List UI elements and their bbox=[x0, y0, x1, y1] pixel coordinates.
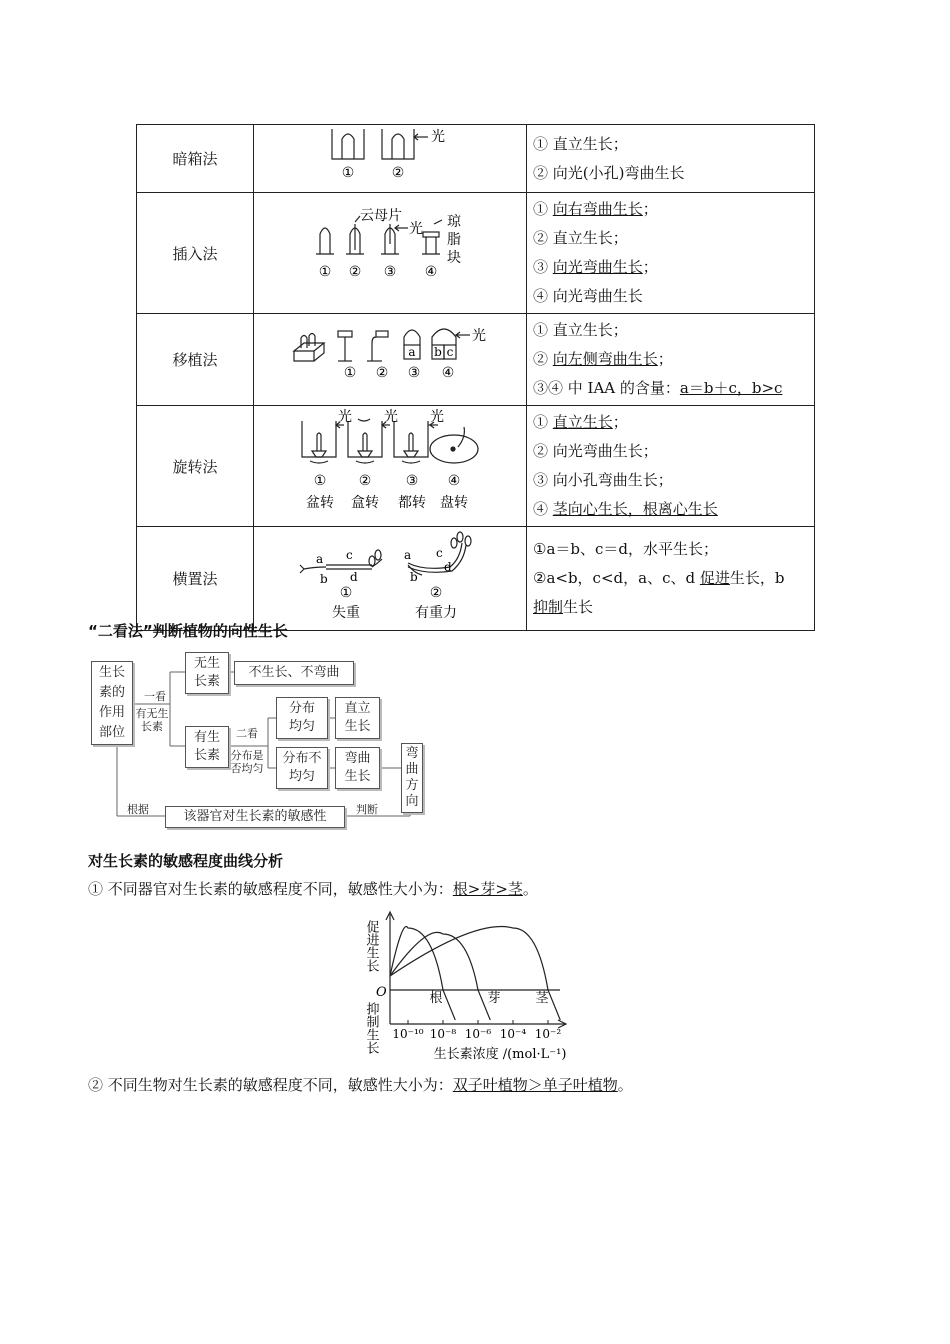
flow-first-look: 一看 bbox=[144, 690, 166, 703]
result-line: ④ 向光弯曲生长 bbox=[533, 287, 643, 305]
x-axis-label: 生长素浓度 /(mol·L⁻¹) bbox=[433, 1047, 567, 1062]
position-letter: b bbox=[320, 572, 328, 586]
block-label: b bbox=[434, 344, 442, 359]
result-line: 抑制生长 bbox=[533, 598, 594, 616]
method-name: 插入法 bbox=[137, 193, 254, 314]
figure-label: ② bbox=[375, 364, 389, 381]
figure-caption: 失重 bbox=[332, 605, 360, 621]
flow-upright-box: 直立生长 bbox=[335, 697, 380, 739]
figure-label: ② bbox=[358, 473, 372, 489]
figure-label: ② bbox=[348, 263, 362, 280]
answer: 向左侧弯曲生长 bbox=[552, 350, 658, 368]
result-line: ① 向右弯曲生长； bbox=[533, 200, 658, 218]
answer: 向光弯曲生长 bbox=[552, 258, 643, 276]
section-title-two-look: “二看法”判断植物的向性生长 bbox=[88, 622, 288, 640]
result-line: ① 直立生长； bbox=[533, 321, 628, 339]
figure-label: ① bbox=[339, 585, 353, 601]
light-label: 光 bbox=[431, 129, 445, 145]
curve-根 bbox=[390, 927, 455, 1020]
answer: 抑制 bbox=[533, 598, 564, 616]
flow-first-question: 有无生长素 bbox=[135, 707, 169, 733]
flow-second-question: 分布是否均匀 bbox=[230, 749, 264, 775]
flow-direction-box: 弯曲方向 bbox=[401, 743, 423, 813]
y-label-bottom: 抑制生长 bbox=[363, 1002, 379, 1054]
section-title-sensitivity: 对生长素的敏感程度曲线分析 bbox=[88, 852, 284, 870]
answer: 促进 bbox=[699, 569, 730, 587]
answer: 向右弯曲生长 bbox=[552, 200, 643, 218]
result-line: ① 直立生长； bbox=[533, 413, 628, 431]
position-letter: c bbox=[346, 548, 353, 562]
x-tick-label: 10⁻¹⁰ bbox=[392, 1027, 424, 1041]
figure-label: ② bbox=[391, 165, 405, 181]
flow-no-auxin-box: 无生长素 bbox=[185, 652, 229, 694]
position-letter: a bbox=[404, 548, 412, 562]
sensitivity-chart bbox=[360, 906, 610, 1066]
light-label: 光 bbox=[338, 409, 352, 425]
result-line: ②a<b，c<d，a、c、d 促进生长，b bbox=[533, 569, 785, 587]
flow-second-look: 二看 bbox=[236, 727, 258, 740]
x-tick-label: 10⁻² bbox=[534, 1027, 562, 1041]
flow-uneven-box: 分布不均匀 bbox=[276, 747, 328, 789]
position-letter: a bbox=[316, 552, 324, 566]
position-letter: d bbox=[444, 560, 452, 574]
series-label-bud: 芽 bbox=[487, 991, 501, 1006]
method-name: 暗箱法 bbox=[137, 125, 254, 193]
block-label: c bbox=[446, 344, 454, 359]
method-name: 移植法 bbox=[137, 314, 254, 406]
figure-label: ④ bbox=[424, 263, 438, 280]
flow-bend-box: 弯曲生长 bbox=[335, 747, 380, 789]
result-line: ② 向光弯曲生长； bbox=[533, 442, 658, 460]
flow-has-auxin-box: 有生长素 bbox=[185, 726, 229, 768]
result-line: ② 向光(小孔)弯曲生长 bbox=[533, 163, 685, 182]
figure-label: ③ bbox=[407, 364, 421, 381]
figure-caption: 盆转 bbox=[306, 495, 334, 511]
flow-judge-label: 判断 bbox=[356, 803, 378, 816]
figure-caption: 有重力 bbox=[415, 605, 457, 621]
result-line: ③ 向小孔弯曲生长； bbox=[533, 471, 673, 489]
light-label: 光 bbox=[472, 327, 486, 344]
result-line: ② 直立生长； bbox=[533, 229, 628, 247]
result-line: ① 直立生长； bbox=[533, 134, 628, 153]
result-line: ② 向左侧弯曲生长； bbox=[533, 350, 673, 368]
figure-label: ① bbox=[343, 364, 357, 381]
answer: 茎向心生长，根离心生长 bbox=[552, 500, 718, 518]
series-label-stem: 茎 bbox=[535, 991, 549, 1006]
origin-label: O bbox=[376, 985, 387, 1000]
method-name: 旋转法 bbox=[137, 406, 254, 527]
position-letter: b bbox=[410, 570, 418, 584]
x-tick-label: 10⁻⁸ bbox=[429, 1027, 457, 1041]
result-line: ①a＝b、c＝d，水平生长； bbox=[533, 540, 718, 558]
result-line: ③ 向光弯曲生长； bbox=[533, 258, 658, 276]
block-label: a bbox=[408, 344, 416, 359]
result-line: ④ 茎向心生长，根离心生长 bbox=[533, 500, 718, 518]
figure-label: ④ bbox=[441, 364, 455, 381]
x-tick-label: 10⁻⁶ bbox=[464, 1027, 492, 1041]
figure-label: ③ bbox=[405, 473, 419, 489]
figure-caption: 盒转 bbox=[351, 495, 379, 511]
y-label-top: 促进生长 bbox=[363, 920, 379, 972]
mica-label: 云母片 bbox=[360, 207, 402, 224]
answer: 根>芽>茎 bbox=[452, 880, 523, 898]
light-label: 光 bbox=[430, 409, 444, 425]
flow-sensitivity-box: 该器官对生长素的敏感性 bbox=[165, 806, 345, 828]
answer: 直立生长 bbox=[552, 413, 613, 431]
point-1: ① 不同器官对生长素的敏感程度不同，敏感性大小为：根>芽>茎。 bbox=[88, 880, 538, 898]
light-label: 光 bbox=[409, 220, 423, 237]
result-line: ③④ 中 IAA 的含量：a＝b＋c，b>c bbox=[533, 379, 783, 397]
method-name: 横置法 bbox=[137, 527, 254, 631]
figure-caption: 都转 bbox=[398, 495, 426, 511]
series-label-root: 根 bbox=[429, 991, 443, 1006]
flow-even-box: 分布均匀 bbox=[276, 697, 328, 739]
position-letter: d bbox=[350, 570, 358, 584]
position-letter: c bbox=[436, 546, 443, 560]
flow-no-growth-box: 不生长、不弯曲 bbox=[234, 661, 354, 685]
answer: a＝b＋c，b>c bbox=[679, 379, 783, 397]
agar-label: 琼 bbox=[447, 213, 461, 230]
figure-label: ① bbox=[313, 473, 327, 489]
figure-label: ② bbox=[429, 585, 443, 601]
flow-basis-label: 根据 bbox=[127, 803, 149, 816]
figure-label: ① bbox=[341, 165, 355, 181]
figure-label: ④ bbox=[447, 473, 461, 489]
figure-label: ① bbox=[318, 263, 332, 280]
x-tick-label: 10⁻⁴ bbox=[499, 1027, 527, 1041]
agar-label: 块 bbox=[447, 249, 461, 266]
agar-label: 脂 bbox=[447, 231, 461, 248]
point-2: ② 不同生物对生长素的敏感程度不同，敏感性大小为：双子叶植物＞单子叶植物。 bbox=[88, 1076, 633, 1094]
flow-start-box: 生长素的作用部位 bbox=[91, 661, 133, 745]
figure-caption: 盘转 bbox=[440, 495, 468, 511]
figure-label: ③ bbox=[383, 263, 397, 280]
answer: 双子叶植物＞单子叶植物 bbox=[452, 1076, 618, 1094]
light-label: 光 bbox=[384, 409, 398, 425]
